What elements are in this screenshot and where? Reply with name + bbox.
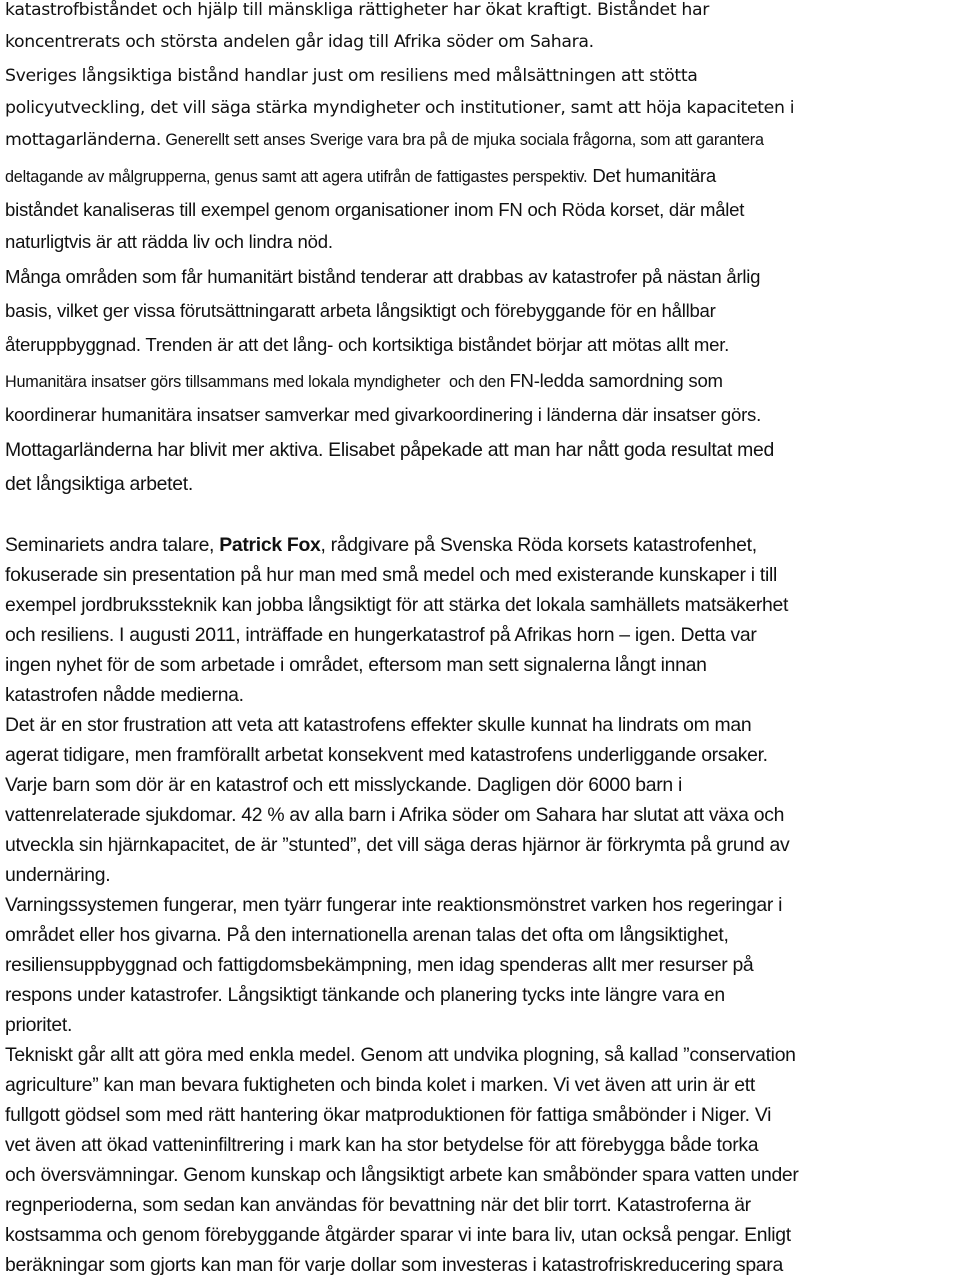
- text-line: undernäring.: [5, 864, 111, 886]
- text-line: vet även att ökad vatteninfiltrering i mark kan ha stor betydelse för att förebygga både torka: [5, 1134, 759, 1156]
- text-line: vattenrelaterade sjukdomar. 42 % av alla barn i Afrika söder om Sahara har slutat att växa och: [5, 804, 785, 826]
- text-line: återuppbyggnad. Trenden är att det lång- och kortsiktiga biståndet börjar att mötas allt mer.: [5, 334, 730, 355]
- text-run: Humanitära insatser görs tillsammans med lokala myndigheter: [5, 373, 441, 391]
- text-line: kostsamma och genom förebyggande åtgärder sparar vi inte bara liv, utan också pengar. Enligt: [5, 1224, 791, 1246]
- text-line: prioritet.: [5, 1014, 73, 1036]
- text-line: policyutveckling, det vill säga stärka myndigheter och institutioner, samt att höja kapaciteten i: [5, 98, 795, 118]
- text-run: Seminariets andra talare,: [5, 534, 220, 556]
- text-line: Varningssystemen fungerar, men tyärr fungerar inte reaktionsmönstret varken hos regeringar i: [5, 894, 783, 916]
- text-line: fullgott gödsel som med rätt hantering ökar matproduktionen för fattiga småbönder i Niger. Vi: [5, 1104, 772, 1126]
- text-line: exempel jordbrukssteknik kan jobba långsiktigt för att stärka det lokala samhällets matsäkerhet: [5, 594, 789, 616]
- text-run: och den: [440, 373, 510, 391]
- text-line: [5, 536, 757, 555]
- text-line: basis, vilket ger vissa förutsättningaratt arbeta långsiktigt och förebyggande för en hållbar: [5, 300, 716, 321]
- text-run: deltagande av målgrupperna, genus samt att agera utifrån de fattigastes perspektiv.: [5, 168, 588, 186]
- text-line: [5, 167, 716, 186]
- text-line: utveckla sin hjärnkapacitet, de är ”stunted”, det vill säga deras hjärnor är förkrymta på grund av: [5, 834, 790, 856]
- text-line: biståndet kanaliseras till exempel genom organisationer inom FN och Röda korset, där målet: [5, 199, 745, 220]
- text-line: Många områden som får humanitärt bistånd tenderar att drabbas av katastrofer på nästan årlig: [5, 266, 761, 287]
- text-run: mottagarländerna.: [5, 130, 162, 150]
- text-line: och resiliens. I augusti 2011, inträffade en hungerkatastrof på Afrikas horn – igen. Detta var: [5, 624, 757, 646]
- text-line: naturligtvis är att rädda liv och lindra nöd.: [5, 231, 333, 252]
- text-line: fokuserade sin presentation på hur man med små medel och med existerande kunskaper i till: [5, 564, 777, 586]
- text-line: och översvämningar. Genom kunskap och långsiktigt arbete kan småbönder spara vatten under: [5, 1164, 799, 1186]
- text-line: [5, 132, 764, 149]
- text-line: ingen nyhet för de som arbetade i området, eftersom man sett signalerna långt innan: [5, 654, 707, 676]
- text-run: Generellt sett anses Sverige vara bra på de mjuka sociala frågorna, som att garantera: [161, 131, 764, 149]
- text-run: FN-ledda samordning som: [509, 370, 723, 391]
- text-line: koordinerar humanitära insatser samverkar med givarkoordinering i länderna där insatser görs.: [5, 404, 761, 425]
- text-line: Varje barn som dör är en katastrof och ett misslyckande. Dagligen dör 6000 barn i: [5, 774, 683, 796]
- text-line: katastrofbiståndet och hjälp till mänskliga rättigheter har ökat kraftigt. Biståndet har: [5, 0, 709, 20]
- text-line: Mottagarländerna har blivit mer aktiva. Elisabet påpekade att man har nått goda resultat med: [5, 439, 774, 461]
- text-line: agriculture” kan man bevara fuktigheten och binda kolet i marken. Vi vet även att urin är ett: [5, 1074, 755, 1096]
- text-run: , rådgivare på Svenska Röda korsets katastrofenhet,: [320, 534, 757, 556]
- text-line: beräkningar som gjorts kan man för varje dollar som investeras i katastrofriskreducering spara: [5, 1254, 783, 1276]
- text-line: regnperioderna, som sedan kan användas för bevattning när det blir torrt. Katastroferna är: [5, 1194, 751, 1216]
- text-line: katastrofen nådde medierna.: [5, 684, 244, 706]
- speaker-name: Patrick Fox: [219, 534, 321, 556]
- text-line: resiliensuppbyggnad och fattigdomsbekämpning, men idag spenderas allt mer resurser på: [5, 954, 754, 976]
- text-line: Sveriges långsiktiga bistånd handlar just om resiliens med målsättningen att stötta: [5, 66, 698, 86]
- text-line: respons under katastrofer. Långsiktigt tänkande och planering tycks inte längre vara en: [5, 984, 725, 1006]
- text-line: agerat tidigare, men framförallt arbetat konsekvent med katastrofens underliggande orsaker.: [5, 744, 768, 766]
- text-line: [5, 372, 723, 391]
- text-line: Tekniskt går allt att göra med enkla medel. Genom att undvika plogning, så kallad ”conservation: [5, 1044, 796, 1066]
- text-run: Det humanitära: [587, 165, 716, 186]
- text-line: det långsiktiga arbetet.: [5, 473, 193, 495]
- text-line: Det är en stor frustration att veta att katastrofens effekter skulle kunnat ha lindrats om man: [5, 714, 752, 736]
- text-line: området eller hos givarna. På den internationella arenan talas det ofta om långsiktighet,: [5, 924, 729, 946]
- text-line: koncentrerats och största andelen går idag till Afrika söder om Sahara.: [5, 32, 594, 52]
